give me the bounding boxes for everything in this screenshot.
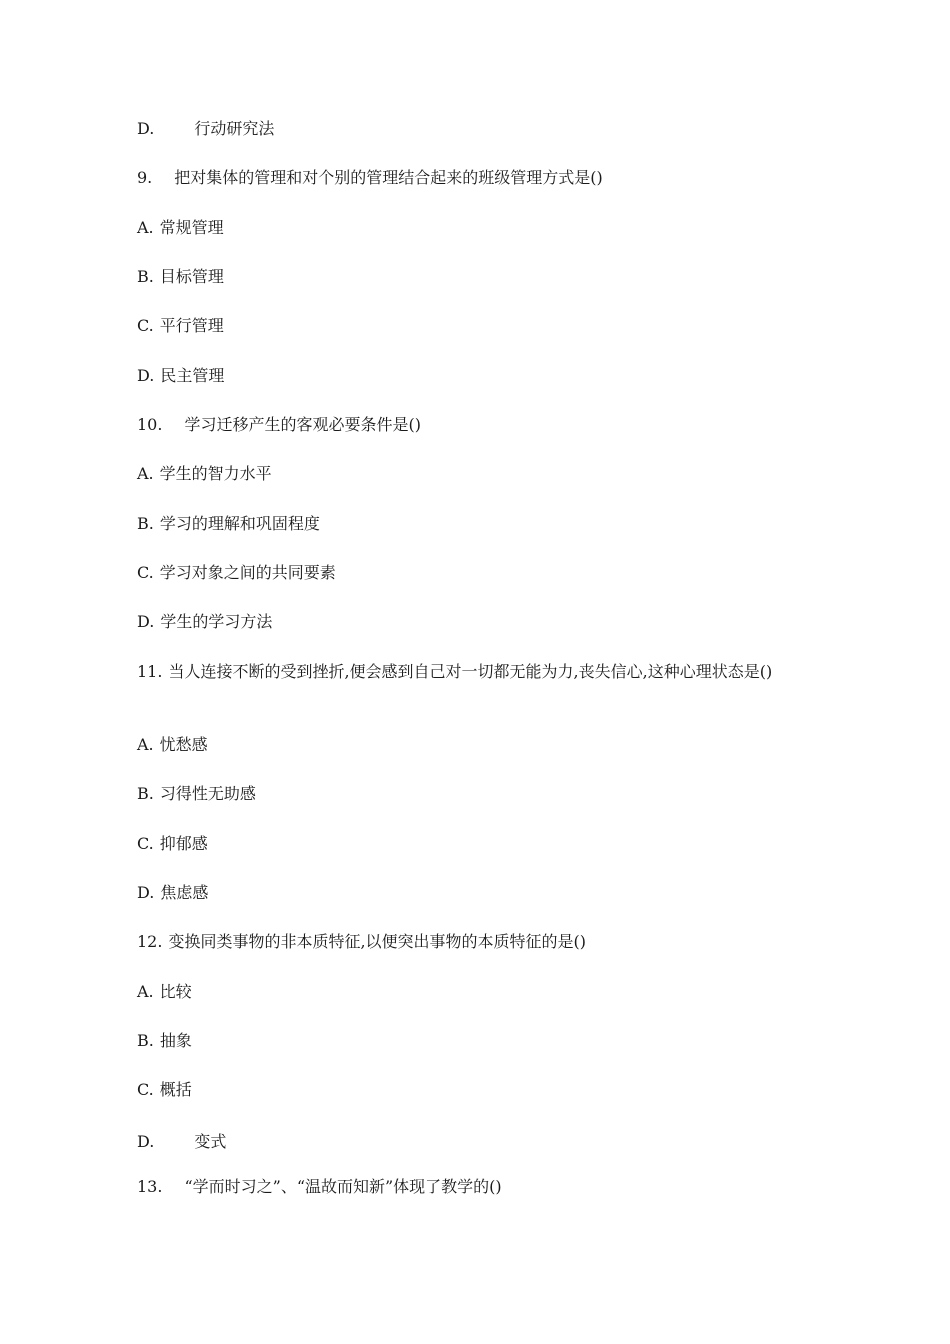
option-label: D. <box>137 883 155 902</box>
option-a-q10 <box>137 462 817 486</box>
option-text: 民主管理 <box>160 366 225 385</box>
option-label: D. <box>137 1132 155 1151</box>
question-13 <box>137 1175 817 1199</box>
question-12 <box>137 930 817 954</box>
option-text: 比较 <box>159 982 192 1001</box>
option-text: 学习的理解和巩固程度 <box>159 514 320 533</box>
question-text: 把对集体的管理和对个别的管理结合起来的班级管理方式是() <box>174 168 603 187</box>
option-label: B. <box>137 784 154 803</box>
option-b-q9 <box>137 265 817 289</box>
option-label: D. <box>137 119 155 138</box>
option-label: C. <box>137 316 154 335</box>
option-text: 习得性无助感 <box>159 784 256 803</box>
option-label: A. <box>137 735 154 754</box>
question-number: 13. <box>137 1177 163 1196</box>
question-9 <box>137 166 817 190</box>
question-10 <box>137 413 817 437</box>
option-a-q9 <box>137 216 817 240</box>
option-label: C. <box>137 563 154 582</box>
question-text: 变换同类事物的非本质特征,以便突出事物的本质特征的是() <box>168 932 587 951</box>
option-text: 行动研究法 <box>194 119 275 138</box>
option-text: 抑郁感 <box>159 834 208 853</box>
option-label: B. <box>137 514 154 533</box>
option-d-q11 <box>137 881 817 905</box>
option-text: 学生的智力水平 <box>159 464 272 483</box>
question-text: 学习迁移产生的客观必要条件是() <box>184 415 421 434</box>
option-text: 学生的学习方法 <box>160 612 273 631</box>
question-number: 11. <box>137 662 163 681</box>
option-label: D. <box>137 366 155 385</box>
option-text: 平行管理 <box>159 316 224 335</box>
option-d-q12 <box>137 1130 817 1154</box>
option-text: 学习对象之间的共同要素 <box>159 563 336 582</box>
question-number: 12. <box>137 932 163 951</box>
option-d-q8 <box>137 117 817 141</box>
option-label: A. <box>137 464 154 483</box>
question-11 <box>137 659 817 685</box>
option-b-q12 <box>137 1029 817 1053</box>
option-text: 目标管理 <box>159 267 224 286</box>
option-label: C. <box>137 834 154 853</box>
option-b-q11 <box>137 782 817 806</box>
option-text: 变式 <box>194 1132 227 1151</box>
option-a-q11 <box>137 733 817 757</box>
option-text: 概括 <box>159 1080 192 1099</box>
option-c-q11 <box>137 832 817 856</box>
question-number: 10. <box>137 415 163 434</box>
option-label: B. <box>137 267 154 286</box>
option-label: D. <box>137 612 155 631</box>
option-label: B. <box>137 1031 154 1050</box>
option-label: A. <box>137 982 154 1001</box>
option-b-q10 <box>137 512 817 536</box>
option-text: 焦虑感 <box>160 883 209 902</box>
option-c-q9 <box>137 314 817 338</box>
option-text: 忧愁感 <box>159 735 208 754</box>
option-label: C. <box>137 1080 154 1099</box>
option-text: 抽象 <box>159 1031 192 1050</box>
option-label: A. <box>137 218 154 237</box>
option-text: 常规管理 <box>159 218 224 237</box>
option-a-q12 <box>137 980 817 1004</box>
question-text: 当人连接不断的受到挫折,便会感到自己对一切都无能为力,丧失信心,这种心理状态是() <box>168 662 773 681</box>
option-d-q9 <box>137 364 817 388</box>
question-number: 9. <box>137 168 153 187</box>
question-text: “学而时习之”、“温故而知新”体现了教学的() <box>184 1177 502 1196</box>
option-d-q10 <box>137 610 817 634</box>
option-c-q12 <box>137 1078 817 1102</box>
option-c-q10 <box>137 561 817 585</box>
